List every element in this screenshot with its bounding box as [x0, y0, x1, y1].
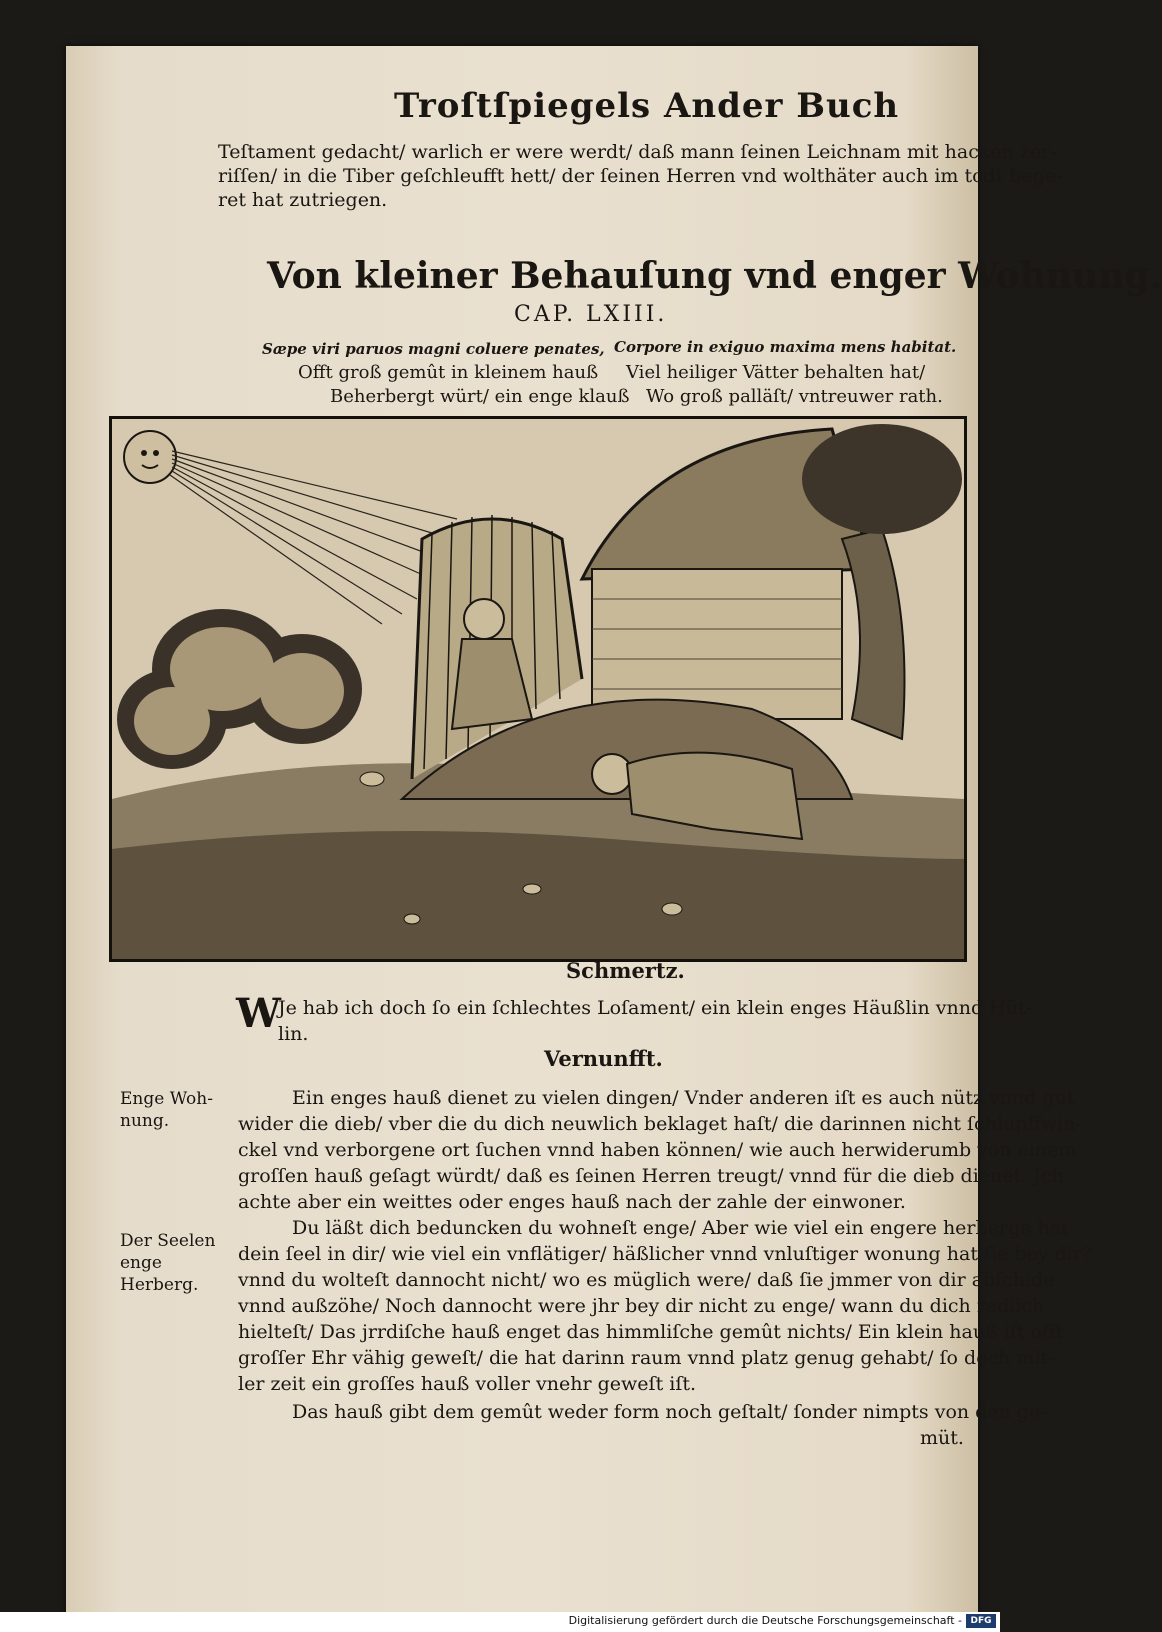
margin-note: Enge Woh- nung. [120, 1089, 213, 1131]
paragraph-line: Du läßt dich beduncken du wohneſt enge/ Aber wie viel ein engere herberge hat [292, 1217, 1069, 1239]
paragraph-line: ler zeit ein groſſes hauß voller vnehr geweſt iſt. [238, 1373, 697, 1395]
verse-right-latin: Corpore in exiguo maxima mens habitat. [614, 338, 957, 356]
paragraph-line: groſſen hauß geſagt würdt/ daß es ſeinen Herren treugt/ vnnd für die dieb dienet. Jch [238, 1165, 1064, 1187]
paragraph-line: groſſer Ehr vähig geweſt/ die hat darinn raum vnnd platz genug gehabt/ ſo doch mit- [238, 1347, 1055, 1369]
paragraph-line: wider die dieb/ vber die du dich neuwlich beklaget haſt/ die darinnen nicht ſchlupffwin- [238, 1113, 1082, 1135]
verse-left-german: Offt groß gemût in kleinem hauß [298, 362, 599, 383]
woodcut-illustration [109, 416, 967, 962]
verse-left-latin: Sæpe viri paruos magni coluere penates, [262, 340, 605, 358]
woodcut-drawing [112, 419, 964, 959]
speech-line: Je hab ich doch ſo ein ſchlechtes Loſament/ ein klein enges Häußlin vnnd Hüt- [278, 997, 1033, 1019]
intro-line: ret hat zutriegen. [218, 189, 388, 211]
verse-right-german: Wo groß palläſt/ vntreuwer rath. [646, 386, 943, 407]
paragraph-line: dein ſeel in dir/ wie viel ein vnflätiger/ häßlicher vnnd vnluſtiger wonung hat ſie bey dir? [238, 1243, 1093, 1265]
verse-right-german: Viel heiliger Vätter behalten hat/ [626, 362, 926, 383]
paragraph-line: vnnd du wolteſt dannocht nicht/ wo es müglich were/ daß ſie jmmer von dir abſchide [238, 1269, 1055, 1291]
speaker-label: Vernunfft. [544, 1046, 663, 1071]
paragraph-line: Das hauß gibt dem gemût weder form noch geſtalt/ ſonder nimpts von den ge- [292, 1401, 1047, 1423]
paragraph-line: ckel vnd verborgene ort ſuchen vnnd haben können/ wie auch herwiderumb von einem [238, 1139, 1077, 1161]
speaker-label: Schmertz. [566, 958, 685, 983]
speech-line: lin. [278, 1023, 309, 1045]
intro-line: Teſtament gedacht/ warlich er were werdt/ daß mann ſeinen Leichnam mit hacken zer- [218, 141, 1057, 163]
footer-bar [0, 1612, 1000, 1632]
paragraph-line: hielteſt/ Das jrrdiſche hauß enget das himmliſche gemût nichts/ Ein klein hauß iſt offt [238, 1321, 1064, 1343]
footer-text: Digitalisierung gefördert durch die Deutsche Forschungsgemeinschaft - [568, 1614, 962, 1627]
sun-icon [124, 431, 176, 483]
chapter-title: Von kleiner Behauſung vnd enger Wohnung. [267, 255, 1162, 297]
dfg-logo-icon[interactable]: DFG [966, 1614, 996, 1628]
margin-note: Der Seelen enge Herberg. [120, 1231, 216, 1295]
paragraph-line: Ein enges hauß dienet zu vielen dingen/ Vnder anderen iſt es auch nütz vnnd gut [292, 1087, 1075, 1109]
intro-line: riſſen/ in die Tiber geſchleufft hett/ der ſeinen Herren vnd wolthäter auch im todt bege- [218, 165, 1063, 187]
paragraph-line: achte aber ein weittes oder enges hauß nach der zahle der einwoner. [238, 1191, 906, 1213]
chapter-number: CAP. LXIII. [514, 302, 668, 327]
verse-left-german: Beherbergt würt/ ein enge klauß [330, 386, 630, 407]
running-head: Troſtſpiegels Ander Buch [394, 86, 900, 126]
catchword: müt. [920, 1427, 964, 1449]
paragraph-line: vnnd außzöhe/ Noch dannocht were jhr bey dir nicht zu enge/ wann du dich redlich [238, 1295, 1045, 1317]
drop-cap: W [236, 990, 281, 1037]
